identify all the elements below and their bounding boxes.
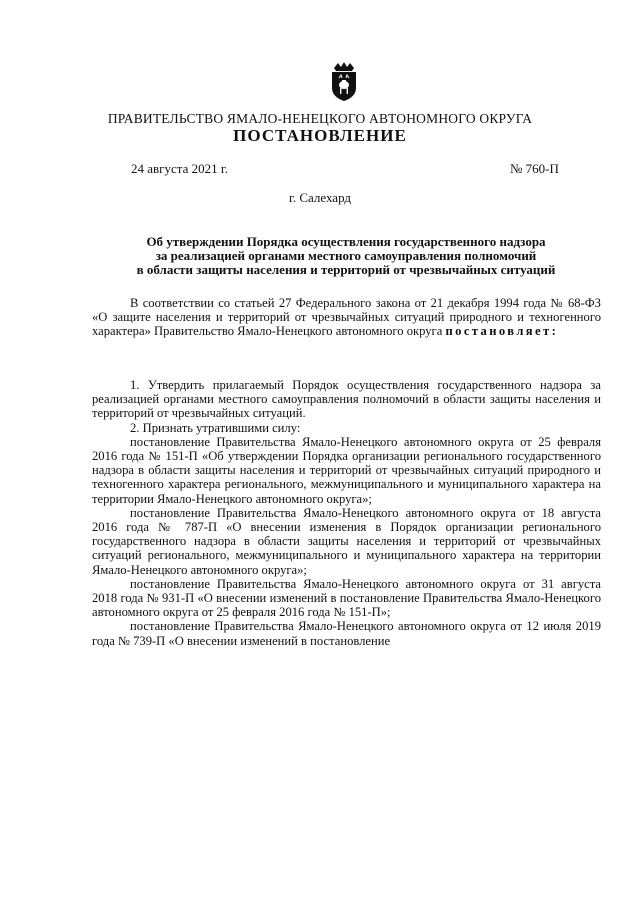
subject-line: в области защиты населения и территорий от чрезвычайных ситуаций xyxy=(136,262,556,277)
repealed-act: постановление Правительства Ямало-Ненецкого автономного округа от 31 августа 2018 года № 931-П «О внесении изменений в постановление Правительства Ямало-Ненецкого автономного округа от 25 февраля 2016 года № 151-П»; xyxy=(92,576,601,620)
decree-word: постановляет: xyxy=(445,324,559,339)
document-subject xyxy=(90,235,602,277)
item-2: 2. Признать утратившими силу: xyxy=(130,420,301,435)
document-date: 24 августа 2021 г. xyxy=(131,161,228,176)
item-1: 1. Утвердить прилагаемый Порядок осуществления государственного надзора за реализацией органами местного самоуправления полномочий в области защиты населения и территорий от чрезвычайных ситуаций. xyxy=(92,378,601,421)
preamble xyxy=(92,296,601,339)
preamble-paragraph xyxy=(92,296,601,339)
government-name: ПРАВИТЕЛЬСТВО ЯМАЛО-НЕНЕЦКОГО АВТОНОМНОГО ОКРУГА xyxy=(107,111,533,126)
subject-line: Об утверждении Порядка осуществления государственного надзора xyxy=(146,234,546,249)
document-city: г. Салехард xyxy=(288,190,352,205)
document-type: ПОСТАНОВЛЕНИЕ xyxy=(233,126,407,145)
repealed-act: постановление Правительства Ямало-Ненецкого автономного округа от 12 июля 2019 года № 739-П «О внесении изменений в постановление xyxy=(92,619,601,648)
body-items xyxy=(92,378,601,648)
document-number: № 760-П xyxy=(510,161,559,176)
repealed-act: постановление Правительства Ямало-Ненецкого автономного округа от 18 августа 2016 года № 787-П «О внесении изменения в Порядок организации регионального государственного надзора в области защиты населения и территорий от чрезвычайных ситуаций регионального, межмуниципального и муниципального характера на территории Ямало-Ненецкого автономного округа»; xyxy=(92,505,601,577)
coat-of-arms-icon xyxy=(330,62,358,102)
subject-line: за реализацией органами местного самоуправления полномочий xyxy=(155,248,537,263)
repealed-act: постановление Правительства Ямало-Ненецкого автономного округа от 25 февраля 2016 года № 151-П «Об утверждении Порядка организации регионального государственного надзора в области защиты населения и территорий от чрезвычайных ситуаций природного и техногенного характера регионального, межмуниципального и муниципального характера на территории Ямало-Ненецкого автономного округа»; xyxy=(92,434,601,506)
preamble-text: В соответствии со статьей 27 Федерального закона от 21 декабря 1994 года № 68-ФЗ «О защите населения и территорий от чрезвычайных ситуаций природного и техногенного характера» Правительство Ямало-Ненецкого автономного округа xyxy=(92,296,601,339)
